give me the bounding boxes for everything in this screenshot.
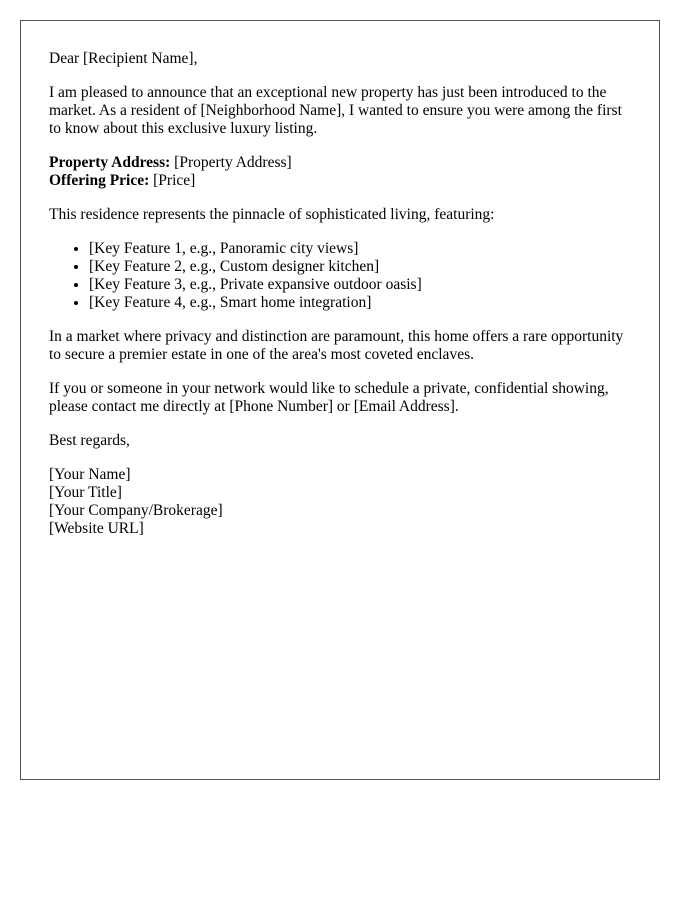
property-address-line <box>49 154 292 171</box>
salutation: Dear [Recipient Name], <box>49 50 198 67</box>
signature-website: [Website URL] <box>49 520 144 537</box>
signature-name: [Your Name] <box>49 466 131 483</box>
letter-page <box>20 20 660 780</box>
intro-paragraph: I am pleased to announce that an exceptional new property has just been introduced to the market. As a resident of [Neighborhood Name], I wanted to ensure you were among the first to know about this exclusive luxury listing. <box>49 84 622 137</box>
signature-title: [Your Title] <box>49 484 122 501</box>
contact-paragraph: If you or someone in your network would like to schedule a private, confidential showing, please contact me directly at [Phone Number] or [Email Address]. <box>49 380 609 415</box>
property-address-value: [Property Address] <box>170 154 292 171</box>
offering-price-label: Offering Price: <box>49 172 150 189</box>
closing: Best regards, <box>49 432 130 449</box>
market-paragraph: In a market where privacy and distinction are paramount, this home offers a rare opportunity to secure a premier estate in one of the area's most coveted enclaves. <box>49 328 624 363</box>
property-details <box>49 154 631 190</box>
features-intro: This residence represents the pinnacle of sophisticated living, featuring: <box>49 206 495 223</box>
list-item: • [Key Feature 2, e.g., Custom designer kitchen] <box>89 258 631 276</box>
signature-block <box>49 466 631 538</box>
list-item: • [Key Feature 3, e.g., Private expansive outdoor oasis] <box>89 276 631 294</box>
list-item: • [Key Feature 4, e.g., Smart home integration] <box>89 294 631 312</box>
features-list <box>49 240 631 312</box>
offering-price-value: [Price] <box>149 172 196 189</box>
offering-price-line <box>49 172 195 189</box>
signature-company: [Your Company/Brokerage] <box>49 502 223 519</box>
list-item: • [Key Feature 1, e.g., Panoramic city views] <box>89 240 631 258</box>
property-address-label: Property Address: <box>49 154 171 171</box>
